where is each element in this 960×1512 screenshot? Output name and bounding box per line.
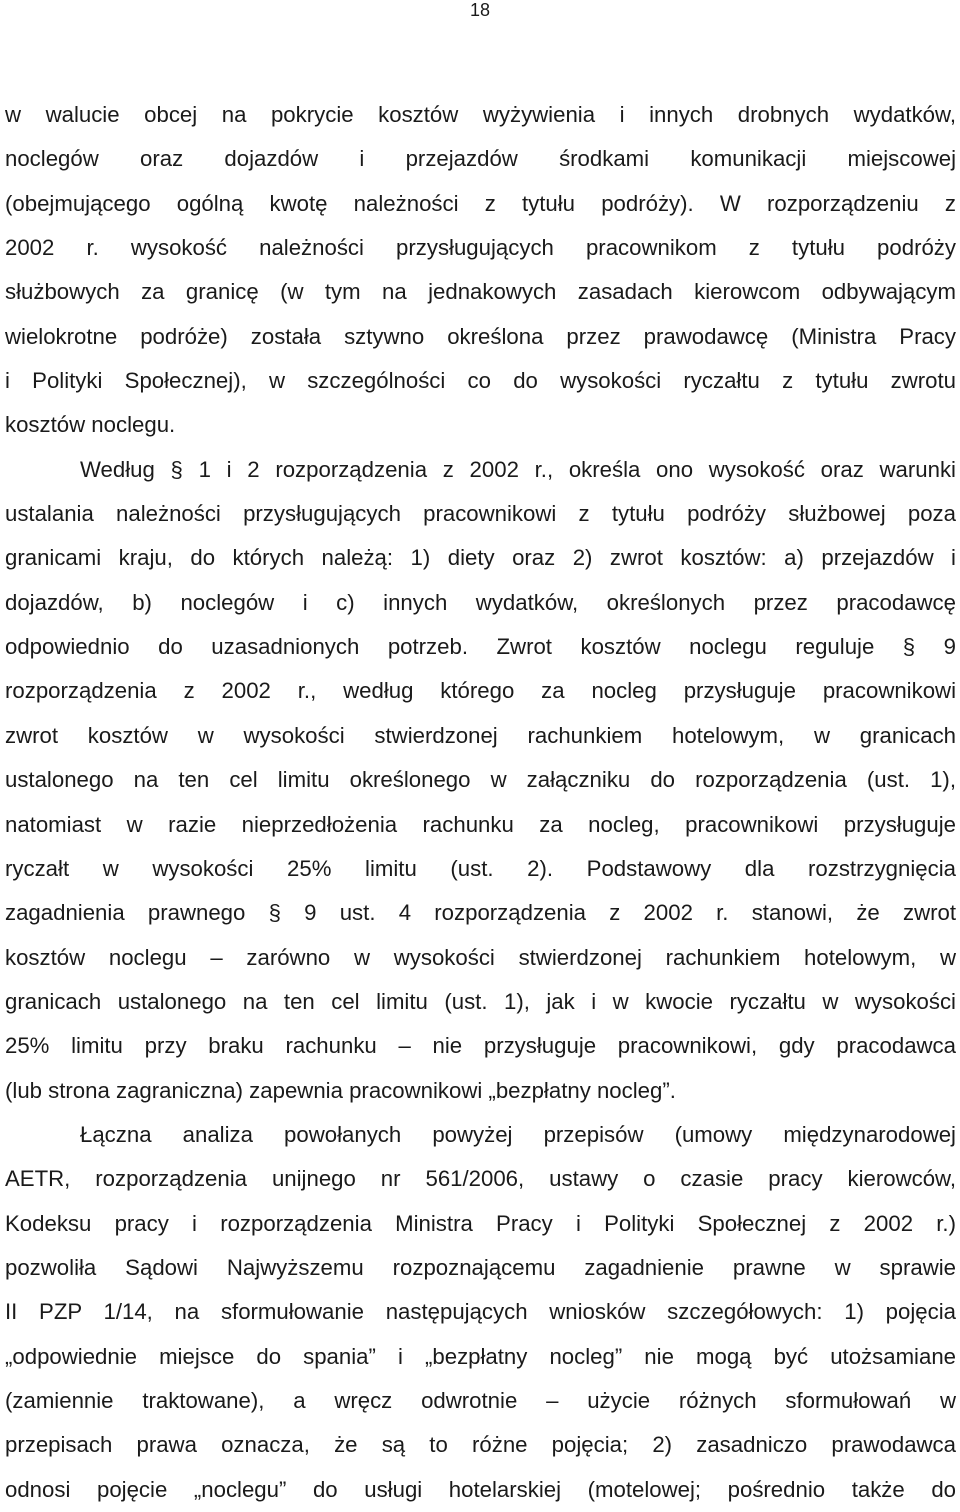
text-line: kosztów noclegu – zarówno w wysokości stwierdzonej rachunkiem hotelowym, w	[5, 944, 956, 970]
text-line: Według § 1 i 2 rozporządzenia z 2002 r., określa ono wysokość oraz warunki	[80, 456, 956, 482]
paragraph	[5, 93, 956, 448]
text-line: rozporządzenia z 2002 r., według którego za nocleg przysługuje pracownikowi	[5, 678, 956, 704]
text-line: pozwoliła Sądowi Najwyższemu rozpoznającemu zagadnienie prawne w sprawie	[5, 1254, 956, 1280]
text-line: kosztów noclegu.	[5, 412, 176, 438]
paragraph	[5, 448, 956, 1113]
text-line: służbowych za granicę (w tym na jednakowych zasadach kierowcom odbywającym	[5, 279, 956, 305]
text-line: w walucie obcej na pokrycie kosztów wyżywienia i innych drobnych wydatków,	[5, 102, 956, 127]
text-line: „odpowiednie miejsce do spania” i „bezpłatny nocleg” nie mogą być utożsamiane	[5, 1343, 956, 1369]
text-line: ustalonego na ten cel limitu określonego w załączniku do rozporządzenia (ust. 1),	[5, 767, 956, 793]
text-line: Kodeksu pracy i rozporządzenia Ministra Pracy i Polityki Społecznej z 2002 r.)	[5, 1210, 956, 1236]
text-line: przepisach prawa oznacza, że są to różne pojęcia; 2) zasadniczo prawodawca	[5, 1432, 956, 1458]
text-line: 25% limitu przy braku rachunku – nie przysługuje pracownikowi, gdy pracodawca	[5, 1033, 956, 1059]
text-line: noclegów oraz dojazdów i przejazdów środkami komunikacji miejscowej	[5, 146, 956, 172]
text-line: AETR, rozporządzenia unijnego nr 561/2006, ustawy o czasie pracy kierowców,	[5, 1166, 956, 1192]
text-line: ustalania należności przysługujących pracownikowi z tytułu podróży służbowej poza	[5, 501, 956, 527]
text-line: II PZP 1/14, na sformułowanie następujących wniosków szczegółowych: 1) pojęcia	[5, 1299, 956, 1325]
text-line: (obejmującego ogólną kwotę należności z tytułu podróży). W rozporządzeniu z	[5, 190, 956, 216]
text-line: ryczałt w wysokości 25% limitu (ust. 2). Podstawowy dla rozstrzygnięcia	[5, 855, 956, 881]
text-line: (lub strona zagraniczna) zapewnia pracownikowi „bezpłatny nocleg”.	[5, 1077, 676, 1103]
text-line: odpowiednio do uzasadnionych potrzeb. Zwrot kosztów noclegu reguluje § 9	[5, 634, 956, 660]
text-line: (zamiennie traktowane), a wręcz odwrotnie – użycie różnych sformułowań w	[5, 1387, 956, 1413]
text-line: granicach ustalonego na ten cel limitu (ust. 1), jak i w kwocie ryczałtu w wysokości	[5, 988, 956, 1014]
text-line: zagadnienia prawnego § 9 ust. 4 rozporządzenia z 2002 r. stanowi, że zwrot	[5, 900, 956, 926]
text-line: 2002 r. wysokość należności przysługujących pracownikom z tytułu podróży	[5, 235, 956, 261]
text-line: zwrot kosztów w wysokości stwierdzonej rachunkiem hotelowym, w granicach	[5, 722, 956, 748]
document-body	[5, 93, 956, 1512]
text-line: granicami kraju, do których należą: 1) diety oraz 2) zwrot kosztów: a) przejazdów i	[5, 545, 956, 571]
text-line: Łączna analiza powołanych powyżej przepisów (umowy międzynarodowej	[80, 1121, 956, 1147]
text-line: dojazdów, b) noclegów i c) innych wydatków, określonych przez pracodawcę	[5, 589, 956, 615]
page-number: 18	[469, 0, 491, 20]
text-line: i Polityki Społecznej), w szczególności co do wysokości ryczałtu z tytułu zwrotu	[5, 368, 956, 394]
paragraph	[5, 1113, 956, 1512]
text-line: wielokrotne podróże) została sztywno określona przez prawodawcę (Ministra Pracy	[5, 323, 956, 349]
text-line: natomiast w razie nieprzedłożenia rachunku za nocleg, pracownikowi przysługuje	[5, 811, 956, 837]
text-line: odnosi pojęcie „noclegu” do usługi hotelarskiej (motelowej; pośrednio także do	[5, 1476, 956, 1502]
